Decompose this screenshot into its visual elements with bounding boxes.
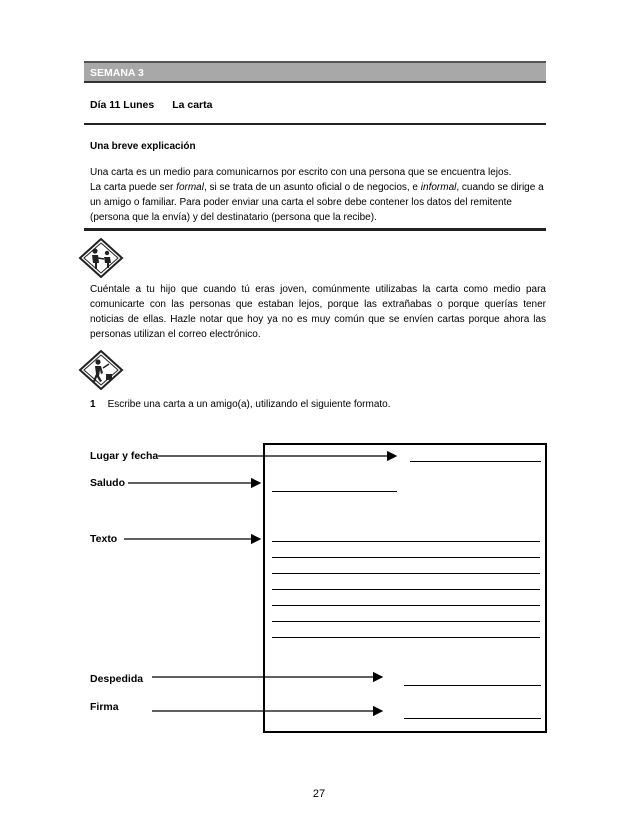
body-line[interactable] xyxy=(272,621,540,622)
explanation-text-2: La carta puede ser xyxy=(90,182,177,193)
body-line[interactable] xyxy=(272,557,540,558)
greeting-line[interactable] xyxy=(272,491,397,492)
activity-text: Escribe una carta a un amigo(a), utilizando el siguiente formato. xyxy=(107,399,391,410)
body-label: Texto xyxy=(90,533,118,545)
body-line[interactable] xyxy=(272,573,540,574)
day-label: Día 11 Lunes xyxy=(90,99,155,111)
place-date-label: Lugar y fecha xyxy=(90,450,159,462)
topic-label: La carta xyxy=(172,99,213,111)
formal-term: formal xyxy=(176,182,204,193)
body-line[interactable] xyxy=(272,541,540,542)
explanation-text-1: Una carta es un medio para comunicarnos por escrito con una persona que se encuentra lejos. xyxy=(90,167,512,178)
section-title: Una breve explicación xyxy=(90,141,196,152)
greeting-label: Saludo xyxy=(90,477,126,489)
body-line[interactable] xyxy=(272,589,540,590)
explanation-text-3: , si se trata de un asunto oficial o de negocios, e xyxy=(203,182,421,193)
week-label: SEMANA 3 xyxy=(90,67,144,79)
informal-term: informal xyxy=(420,182,457,193)
page-number: 27 xyxy=(312,788,326,800)
closing-label: Despedida xyxy=(90,673,144,685)
body-line[interactable] xyxy=(272,605,540,606)
signature-line[interactable] xyxy=(404,718,541,719)
explanation-text-4: , cuando se dirige a un amigo o familiar. Para poder enviar una carta el sobre debe contener los datos del remitente (persona que la envía) y del destinatario (persona que la recibe). xyxy=(90,182,544,223)
body-line[interactable] xyxy=(272,637,540,638)
place-date-line[interactable] xyxy=(410,461,541,462)
closing-line[interactable] xyxy=(404,685,541,686)
letter-template-box xyxy=(263,443,547,733)
parent-note-text: Cuéntale a tu hijo que cuando tú eras joven, comúnmente utilizabas la carta como medio para comunicarte con las personas que estaban lejos, porque las extrañabas o porque querías tener noticias de ellas. Hazle notar que hoy ya no es muy común que se envíen cartas porque ahora las personas utilizan el correo electrónico. xyxy=(90,284,546,340)
activity-number: 1 xyxy=(90,399,96,410)
signature-label: Firma xyxy=(90,701,119,713)
